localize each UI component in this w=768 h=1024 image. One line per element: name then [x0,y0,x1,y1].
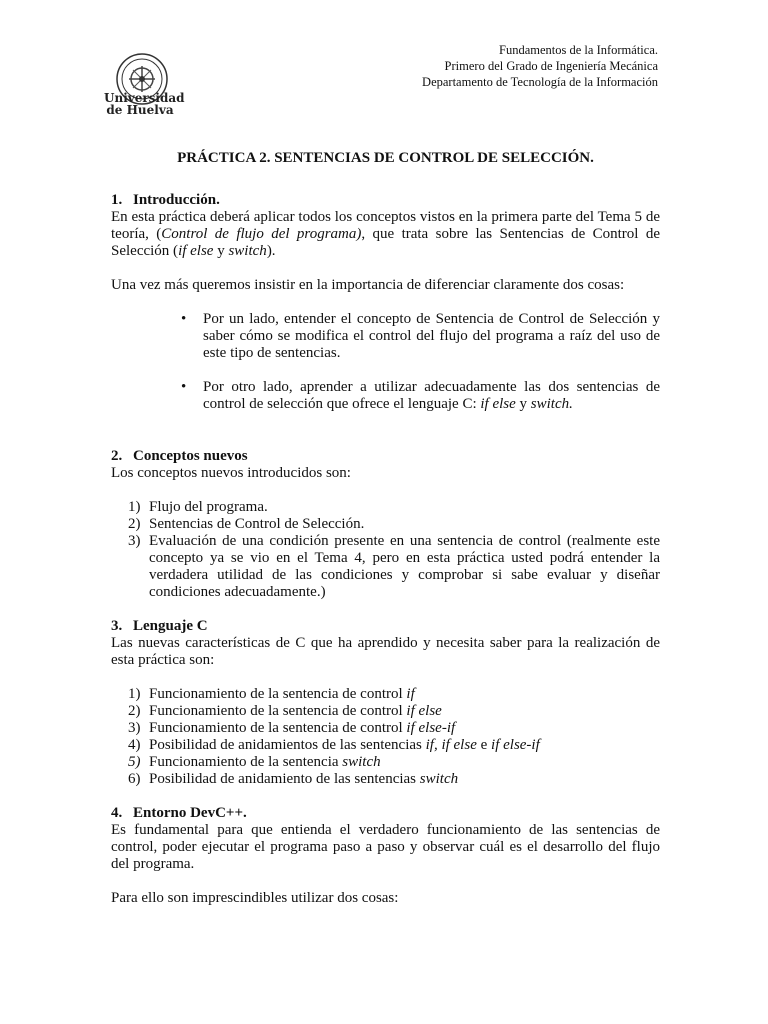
header-line-2: Primero del Grado de Ingeniería Mecánica [444,59,658,73]
list-item: 2) Sentencias de Control de Selección. [128,516,365,532]
document-header [422,42,658,90]
section-2-intro: Los conceptos nuevos introducidos son: [111,465,351,481]
list-item: 3) Evaluación de una condición presente en una sentencia de control (realmente este concepto ya se vio en el Tema 4, pero en esta práctica usted podrá entender la verdadera utilidad de las condiciones y comprobar si sabe evaluar y diseñar condiciones adecuadamente.) [128,533,660,600]
list-item: 1) Flujo del programa. [128,499,268,515]
bullet-icon: • [181,379,187,395]
section-4-paragraph-2: Para ello son imprescindibles utilizar dos cosas: [111,890,399,906]
logo-line-2: de Huelva [106,103,174,117]
bullet-item: • Por otro lado, aprender a utilizar adecuadamente las dos sentencias de control de selección que ofrece el lenguaje C: if else y switch. [181,379,660,412]
logo-line-1: Universidad [104,91,185,105]
header-line-1: Fundamentos de la Informática. [499,43,658,57]
section-4-paragraph: Es fundamental para que entienda el verdadero funcionamiento de las sentencias de control, poder ejecutar el programa paso a paso y observar cuál es el desarrollo del flujo del programa. [111,822,660,872]
list-item: 5) Funcionamiento de la sentencia switch [128,754,381,770]
features-list [128,686,660,788]
list-item: 1) Funcionamiento de la sentencia de control if [128,686,415,702]
section-3-heading: 3. Lenguaje C [111,618,208,634]
page-title: PRÁCTICA 2. SENTENCIAS DE CONTROL DE SELECCIÓN. [177,150,594,166]
section-1-paragraph: En esta práctica deberá aplicar todos los conceptos vistos en la primera parte del Tema 5 de teoría, (Control de flujo del programa), que trata sobre las Sentencias de Control de Selección (if else y switch). [111,209,660,259]
section-1-paragraph-2: Una vez más queremos insistir en la importancia de diferenciar claramente dos cosas: [111,277,625,293]
section-4-heading: 4. Entorno DevC++. [111,805,247,821]
document-body [111,150,660,907]
section-2-heading: 2. Conceptos nuevos [111,448,248,464]
list-item: 3) Funcionamiento de la sentencia de control if else-if [128,720,456,736]
header-line-3: Departamento de Tecnología de la Información [422,75,658,89]
section-3-intro: Las nuevas características de C que ha aprendido y necesita saber para la realización de esta práctica son: [111,635,660,668]
university-logo-text [104,91,185,117]
bullet-item: • Por un lado, entender el concepto de Sentencia de Control de Selección y saber cómo se modifica el control del flujo del programa a raíz del uso de este tipo de sentencias. [181,311,660,361]
list-item: 6) Posibilidad de anidamiento de las sentencias switch [128,771,459,787]
bullet-icon: • [181,311,187,327]
concepts-list [128,499,660,601]
section-1-heading: 1. Introducción. [111,192,220,208]
list-item: 2) Funcionamiento de la sentencia de control if else [128,703,442,719]
list-item: 4) Posibilidad de anidamientos de las sentencias if, if else e if else-if [128,737,540,753]
